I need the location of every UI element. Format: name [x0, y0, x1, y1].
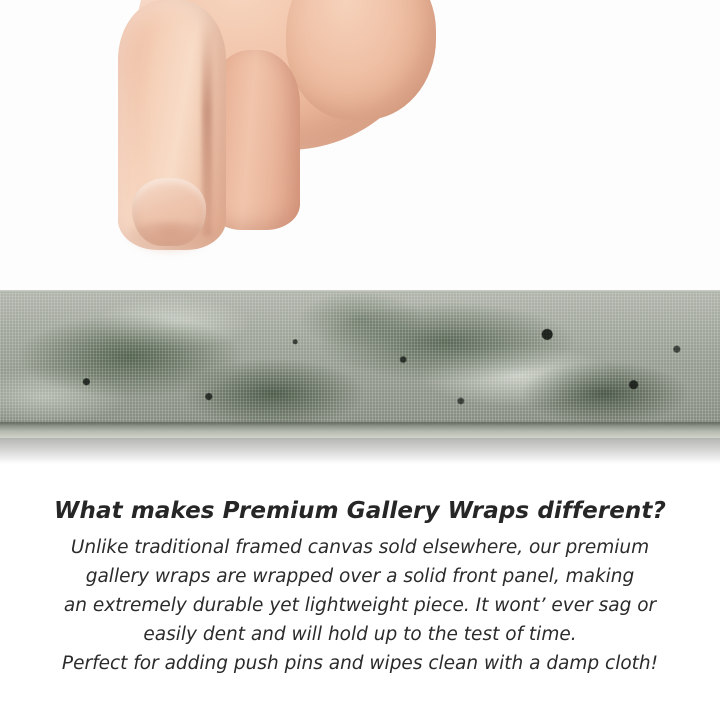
canvas-wrap-edge [0, 290, 720, 438]
canvas-weave-texture [0, 290, 720, 438]
canvas-top-edge [0, 290, 720, 293]
copy-line: gallery wraps are wrapped over a solid front panel, making [85, 566, 635, 587]
page-title: What makes Premium Gallery Wraps different? [54, 498, 666, 524]
body-copy [0, 533, 720, 678]
canvas-drop-shadow [0, 438, 720, 464]
copy-line: easily dent and will hold up to the test of time. [143, 624, 577, 645]
marketing-copy [0, 498, 720, 678]
fingertip-shadow [122, 222, 218, 256]
copy-line: Perfect for adding push pins and wipes clean with a damp cloth! [61, 653, 659, 674]
copy-line: an extremely durable yet lightweight piece. It wont’ ever sag or [63, 595, 657, 616]
hand-knuckle [286, 0, 436, 120]
canvas-bottom-edge [0, 422, 720, 438]
hand-pointing-icon [96, 0, 426, 310]
copy-line: Unlike traditional framed canvas sold elsewhere, our premium [70, 537, 650, 558]
